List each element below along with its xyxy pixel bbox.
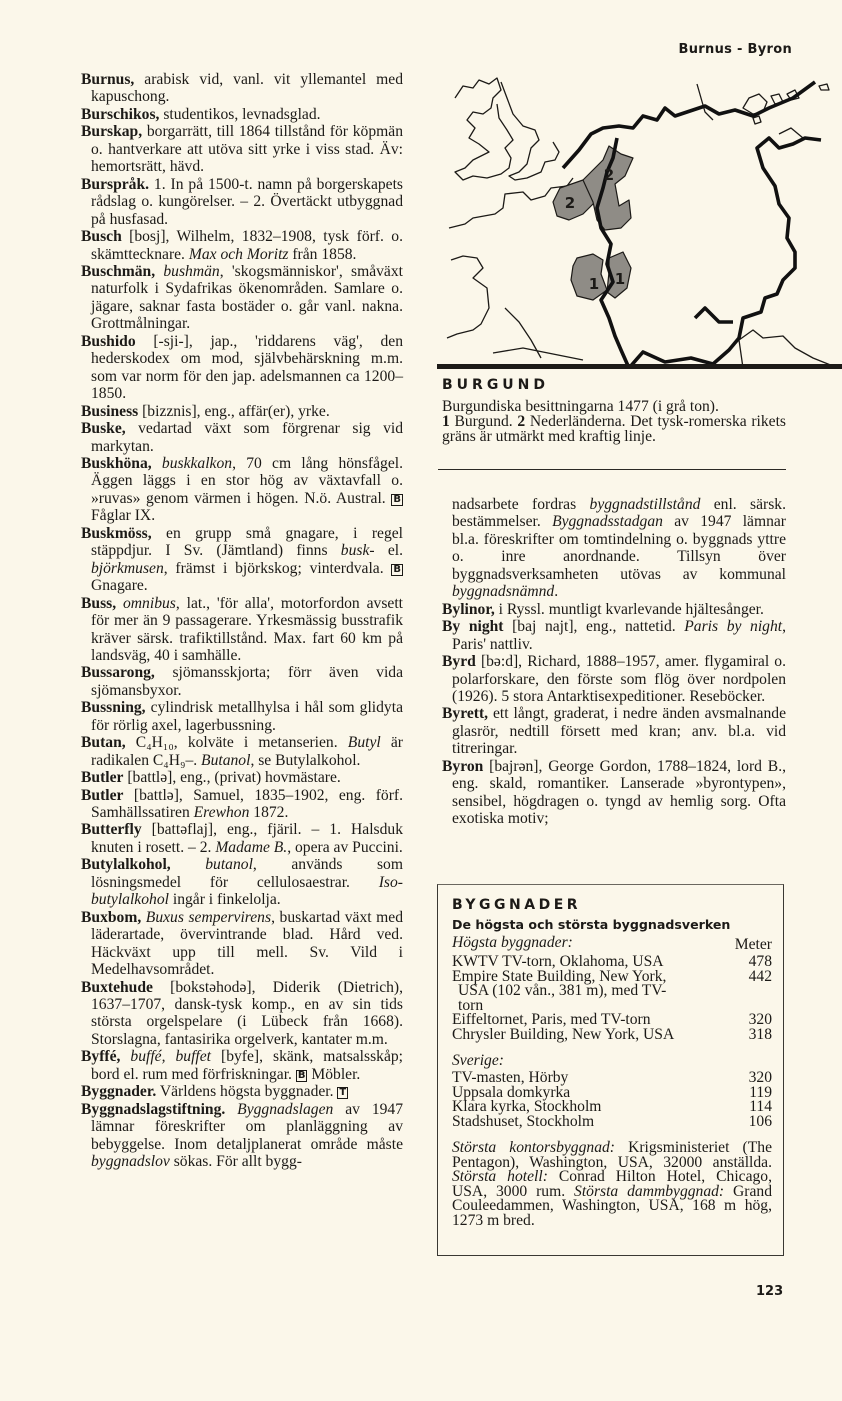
entry-buske: Buske, vedartad växt som förgrenar sig vid markytan. [81, 420, 403, 455]
entry-buschman: Buschmän, bushmän, 'skogsmänniskor', småväxt naturfolk i Sydafrikas ökenområden. Samlare o. jägare, saknar fasta bostäder o. går vanl. nakna. Grottmålningar. [81, 262, 403, 333]
picture-reference-icon: B [393, 563, 401, 575]
burgundy-map [443, 68, 842, 368]
map-label-nederlanderna-west: 2 [564, 194, 576, 212]
entry-byrd: Byrd [bə:d], Richard, 1888–1957, amer. flygamiral o. polarforskare, den förste som flög över nordpolen (1926). 5 stora Antarktisexpeditioner. Reseböcker. [442, 653, 786, 705]
entry-buskmoss: Buskmöss, en grupp små gnagare, i regel stäppdjur. I Sv. (Jämtland) finns busk- el. björkmusen, främst i björkskog; vinterdvala. B Gnagare. [81, 524, 403, 595]
running-head: Burnus - Byron [678, 42, 792, 57]
table-row: KWTV TV-torn, Oklahoma, USA 478 [452, 953, 772, 970]
table-row: Chrysler Building, New York, USA 318 [452, 1025, 772, 1043]
map-divider [437, 364, 842, 369]
entry-buxbom: Buxbom, Buxus sempervirens, buskartad växt med läderartade, övervintrande blad. Hård ved. Häckväxt upp till mell. Sv. Vild i Medelhavsområdet. [81, 908, 403, 979]
entry-burskap: Burskap, borgarrätt, till 1864 tillstånd för köpmän o. hantverkare att utöva sitt yrke i viss stad. Äv: hemortsrätt, hävd. [81, 123, 403, 176]
entry-byron: Byron [bajrən], George Gordon, 1788–1824, lord B., eng. skald, romantiker. Lanserade »byrontypen», sensibel, högdragen o. tyngd av hemlig sorg. Ofta exotiska motiv; [442, 757, 786, 828]
entry-bussarong: Bussarong, sjömansskjorta; förr även vida sjömansbyxor. [81, 664, 403, 699]
entry-butylalkohol: Butylalkohol, butanol, används som lösningsmedel för cellulosaestrar. Iso-butylalkohol ingår i finkelolja. [81, 856, 403, 909]
table-row: torn [458, 996, 484, 1014]
map-title: BURGUND [442, 377, 550, 393]
picture-reference-icon: B [297, 1069, 306, 1081]
entry-butan: Butan, C₄H₁₀, kolväte i metanserien. Butyl är radikalen C₄H₉–. Butanol, se Butylalkohol. [81, 734, 403, 769]
entry-bylinor: Bylinor, i Ryssl. muntligt kvarlevande hjältesånger. [442, 600, 764, 618]
entry-byggnadslagstiftning-continued: nadsarbete fordras byggnadstillstånd enl. särsk. bestämmelser. Byggnadsstadgan av 1947 lämnar bl.a. föreskrifter om tomtindelning o. byggnads yttre o. inre anordnande. Tillsyn över byggnadsverksamheten utövas av kommunal byggnadsnämnd. [452, 496, 786, 601]
left-column [81, 71, 403, 1171]
entry-byrett: Byrett, ett långt, graderat, i nedre änden avsmalnande glasrör, nedtill försett med kran; anv. bl.a. vid titreringar. [442, 705, 786, 758]
entry-by-night: By night [baj najt], eng., nattetid. Paris by night, Paris' nattliv. [442, 618, 786, 653]
entry-bursprak: Burspråk. 1. In på 1500-t. namn på borgerskapets rådslag o. kungörelser. – 2. Övertäckt utbyggnad på husfasad. [81, 175, 403, 228]
entry-butler-2: Butler [battlə], Samuel, 1835–1902, eng. förf. Samhällssatiren Erewhon 1872. [81, 786, 403, 822]
table-row: Stadshuset, Stockholm 106 [452, 1112, 772, 1130]
map-label-burgund-east: 1 [614, 270, 626, 288]
fact-box-title: BYGGNADER [452, 897, 582, 913]
map-label-nederlanderna-north: 2 [603, 166, 615, 184]
entry-buss: Buss, omnibus, lat., 'för alla', motorfordon avsett för mer än 9 passagerare. Yrkesmässig busstrafik kräver särsk. trafiktillstånd. Max. fart 60 km på landsväg, 40 i samhälle. [81, 594, 403, 664]
table-reference-icon: T [339, 1087, 347, 1099]
entry-buxtehude: Buxtehude [bokstəhodə], Diderik (Dietrich), 1637–1707, dansk-tysk komp., en av sin tids största orgelspelare (i Lübeck från 1668). Storslagna, fantasirika orgelverk, kantater m.m. [81, 978, 403, 1048]
entry-bussning: Bussning, cylindrisk metallhylsa i hål som glidyta för rörlig axel, lagerbussning. [81, 699, 403, 734]
picture-reference-icon: B [393, 493, 401, 505]
entry-bushido: Bushido [-sji-], jap., 'riddarens väg', den hederskodex om mod, självbehärskning m.m. som var norm för den jap. adelsmannen ca 1200–1850. [81, 332, 403, 403]
fact-box-body [452, 935, 772, 1228]
entry-butterfly: Butterfly [battəflaj], eng., fjäril. – 1. Halsduk knuten i rosett. – 2. Madame B., opera av Puccini. [81, 821, 403, 856]
table-row: TV-masten, Hörby 320 [452, 1069, 772, 1086]
fact-box-note: Största kontorsbyggnad: Krigsministeriet (The Pentagon), Washington, USA, 32000 anställda. Största hotell: Conrad Hilton Hotel, Chicago, USA, 3000 rum. Största dammbyggnad: Grand Couleedammen, Washington, USA, 168 m hög, 1273 m bred. [452, 1139, 773, 1229]
entry-busch: Busch [bosj], Wilhelm, 1832–1908, tysk förf. o. skämttecknare. Max och Moritz från 1858. [81, 228, 403, 263]
entry-byggnader: Byggnader. Världens högsta byggnader. T [81, 1083, 347, 1101]
tallest-header-row: Högsta byggnader: Meter [452, 934, 772, 953]
map-label-burgund-west: 1 [588, 275, 600, 293]
entry-buskhona: Buskhöna, buskkalkon, 70 cm lång hönsfågel. Äggen läggs i en stor hög av växtavfall o. »ruvas» genom värmen i högen. N.ö. Austral. B Fåglar IX. [81, 454, 403, 525]
entry-butler-1: Butler [battlə], eng., (privat) hovmästare. [81, 769, 341, 787]
table-row: Uppsala domkyrka 119 [452, 1083, 772, 1101]
table-row: Eiffeltornet, Paris, med TV-torn 320 [452, 1011, 772, 1028]
table-row: Klara kyrka, Stockholm 114 [452, 1098, 772, 1115]
entry-burschikos: Burschikos, studentikos, levnadsglad. [81, 105, 321, 123]
fact-box-subtitle: De högsta och största byggnadsverken [452, 917, 731, 932]
map-caption: Burgundiska besittningarna 1477 (i grå ton). 1 Burgund. 2 Nederländerna. Det tysk-romerska rikets gräns är utmärkt med kraftig linje. [442, 398, 786, 445]
page-number: 123 [756, 1284, 784, 1299]
right-column [442, 496, 786, 828]
entry-burnus: Burnus, arabisk vid, vanl. vit yllemantel med kapuschong. [81, 71, 403, 106]
caption-divider [438, 469, 786, 470]
table-row: USA (102 vån., 381 m), med TV- [458, 982, 667, 999]
sweden-heading: Sverige: [452, 1052, 504, 1069]
entry-business: Business [bizznis], eng., affär(er), yrke. [81, 402, 330, 420]
entry-byggnadslagstiftning: Byggnadslagstiftning. Byggnadslagen av 1947 lämnar föreskrifter om planläggning av bebyggelse. Inom detaljplanerat område måste byggnadslov sökas. För allt bygg- [81, 1100, 404, 1171]
entry-byffe: Byffé, buffé, buffet [byfe], skänk, matsalsskåp; bord el. rum med förfriskningar. B Möbler. [81, 1048, 403, 1083]
table-row: Empire State Building, New York, 442 [452, 967, 772, 985]
